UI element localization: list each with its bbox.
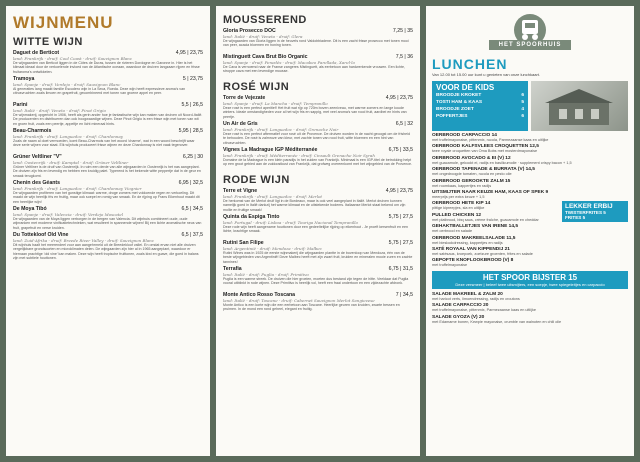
wine-description: De wijngaarden van de Moya liggen verborgen in de bergen van Valencia. Dit wijnhuis combineert oude, oude wijnranken met moderne vinificatietechnieken, wat resulteert in spannende wijnen! Bij een lichte aromatische neus van fruit, grapefruit en verse kruiden. (13, 217, 202, 230)
lunch-item-name: GEHAKTBALLETJES VAN IRENE 14,5 (432, 224, 519, 230)
kids-item-name: POFFERTJES (436, 114, 468, 119)
wine-price: 5,5 | 26,5 (181, 102, 203, 108)
wine-meta: land: Oostenrijk - druif: Kamptal - druif: Grüner Veltliner (13, 160, 129, 165)
wine-item (223, 292, 413, 316)
lunch-item-name: OERBROOD TAPENADE & BURRATA (V) 14,5 (432, 167, 535, 173)
wine-name: Rutini San Filipe (223, 240, 264, 246)
wine-meta: land: Frankrijk - druif: Languedoc - druif: Grenache Noir (223, 127, 339, 132)
wine-price: 4,95 | 23,75 (175, 50, 203, 56)
lunch-item (432, 179, 628, 188)
wine-name: Gloria Prosecco DOC (223, 28, 276, 34)
wine-description: Deze rode wijn heeft aangename houttonen door een gedeeltelijke rijping op eikenhout - Je proeft kersenfruit en een lichte, krachtige smaak. (223, 225, 409, 234)
wine-item (223, 214, 413, 238)
lunch-item-name: PULLED CHICKEN 12 (432, 212, 482, 218)
wine-description: De wijngaarden profiteren van het gunstige klimaat: warme, droge zomers met voldoende regen en verkoeling. Dit maakt de wijn heerlijk fris en fruitig, maar ook soepel en romig van smaak. En de rijping op Frans Eikenhout maakt dit een heerlijke wijn! (13, 191, 200, 204)
lunch-item-description: met truffelmayonaise, pittenmix, rucola, Parmezaanse kaas en uitlijke (432, 138, 549, 142)
lunch-items-c (432, 292, 628, 324)
logo (432, 12, 628, 50)
lunch-items-a (432, 133, 628, 199)
wine-name: Parini (13, 102, 28, 108)
wine-item (223, 95, 413, 119)
wine-description: Domaine de la Madrague is een klein paradijs in het zuiden van Frankrijk. Minimaal is een IGP-titel de betrokking helpt op een groot gebied aan de zuidoostkust van Frankrijk, dat grofweg overeenkomt met het wijngebied van de Provence. (223, 158, 412, 167)
wine-meta: land: Portugal - druif: Lisboa - druif: Touriga Nacional Tempranillo (223, 220, 358, 225)
lunch-item-name: OERBROOD CARPACCIO 14 (432, 133, 497, 138)
wine-menu-title: WIJNMENU (13, 13, 114, 32)
wine-meta: land: Italië - druif: Puglia - druif: Primitivo (223, 272, 309, 277)
wine-price: 6,5 | 32 (395, 121, 413, 127)
lunch-item-description: met truffelmayonaise (432, 263, 468, 268)
kids-item (436, 113, 524, 120)
lunch-item-description: met haricot verts, limoendressing, radijs en croutons (432, 296, 520, 301)
kids-item (436, 106, 524, 113)
lunch-item-description: met ongedroogde tomaten, rucola en pesto olie (432, 172, 512, 177)
wine-meta: land: Frankrijk - druif: Méditerranée - druif: Cinsault Grenache Noir Syrah (223, 153, 376, 158)
wine-menu-panel-left (6, 6, 210, 456)
wine-meta: land: Spanje - druif: Valencia - druif: Verdejo Moscatel (13, 212, 124, 217)
lunch-item (432, 144, 628, 153)
lunch-item-description: twee royale croquetten van Oma Bobs met mosterdmayonaise (432, 149, 538, 154)
special-box (432, 271, 628, 289)
kids-item-price: 6 (521, 93, 524, 98)
wine-price: 7,25 | 35 (392, 28, 413, 34)
lunch-item-name: OERBROOD MAKREELSALADE 11,5 (432, 235, 516, 241)
wine-price: 6,5 | 37,5 (181, 232, 203, 238)
wine-item (13, 206, 203, 230)
wine-description: De wijngaarden van Gloria liggen in de heuvels rond Valdobbiadene. Dit is een zacht frisse prosecco met tonen mooi van peer, acacia bloemen en honing tonen. (223, 39, 409, 48)
lunch-item-name: OERBROOD HETE KIP 14 (432, 201, 491, 207)
section-rose: ROSÉ WIJN (223, 81, 290, 93)
rose-wine-list (223, 95, 413, 171)
wine-price: 7,5 | 36 (395, 54, 413, 60)
wine-name: Tramoya (13, 76, 35, 82)
wine-name: Chenin des Géants (13, 180, 60, 186)
kids-item-price: 5 (521, 100, 524, 105)
wine-item (223, 240, 413, 264)
wine-item (223, 54, 413, 78)
lunch-item (432, 258, 628, 267)
kids-item-price: 4 (521, 107, 524, 112)
wine-name: Torre de Vejezate (223, 95, 266, 101)
wine-item (223, 147, 413, 171)
lunch-item-description: met satésaus, kroepoek, zoetzure groenten, frites en salade (432, 252, 533, 257)
wine-description: De wijnmakerij, opgericht in 1906, heeft als gerin ander hoe je fantastische wijn kan maken van druiven uit Noord-Italië. De producenten en distribueren dan ook hoogwaardige wijnen. Deze Pinot Grigio is een frisse wijn met tonen van wit en groen fruit, zoals een peertje, appeltje en licht mineraal hints. (13, 113, 203, 126)
kids-item (436, 99, 524, 106)
special-title: HET SPOOR BIJSTER 15 (482, 272, 578, 282)
kids-item-name: BROODJE KROKET (436, 93, 482, 98)
lunch-item-description: meerprijs per extra keuze + 1,5 (432, 195, 485, 200)
kids-title: VOOR DE KIDS (436, 83, 495, 92)
lunch-item-name: UITSMIJTER NAAR KEUZE HAM, KAAS OF SPEK 9 (432, 190, 549, 196)
wine-name: Grüner Veltliner "V" (13, 154, 62, 160)
lunch-item-name: SALADE MAKREEL & ZALM 20 (432, 291, 503, 297)
wine-meta: land: Frankrijk - druif: Languedoc - druif: Merlot (223, 194, 322, 199)
wine-price: 6,75 | 31,5 (388, 266, 413, 272)
lunch-item-name: OERBROOD AVOCADO & EI (V) 12 (432, 155, 511, 161)
wine-description: Monte Antico is een korte wijn die een eerbetoon aan Toscane. Heerlijke geuren van kruiden, zwarte bessen en pruimen. In de mond een rond geheel, elegant en fruitig. (223, 303, 400, 312)
lunch-items-b-wrap (432, 201, 628, 267)
wine-meta: land: Italië - druif: Veneto - druif: Glera (223, 34, 303, 39)
red-wine-list (223, 188, 413, 316)
wine-meta: land: Italië - druif: Veneto - druif: Pinot Grigio (13, 108, 106, 113)
lunch-item-description: met roomkaas, kappertjes en radijs (432, 183, 492, 188)
wine-item (13, 128, 203, 152)
lunch-item-name: OERBROOD KALFSVLEES CROQUETTEN 12,5 (432, 144, 539, 150)
lunch-item-description: met truffelmayonaise, pittenmix, Parmezaanse kaas en uitlijke (432, 308, 536, 313)
wine-price: 6,5 | 34,5 (181, 206, 203, 212)
section-red-wine: RODE WIJN (223, 174, 290, 186)
wine-description: De herkomst van de Merlot druif ligt in de Bordeaux, maar is ook veel aangeplant in Italië. Merlot druiven kunnen namelijk goed in Italië dankzij het warme klimaat en de uitstekende bodems. Italiaanse Merlot staat bekend om zijn mollie en fruitige smaak! (223, 199, 406, 212)
wine-item (223, 188, 413, 212)
wine-item (13, 180, 203, 204)
kids-item-name: TOSTI HAM & KAAS (436, 100, 483, 105)
lunch-title: LUNCHEN (432, 56, 508, 72)
wine-description: Deze rosé is een perfect aperitief! Het fruit wat rijp op 720m boven zeeniveau, met warme zomers en lange koude winters. Ideale omstandigheden voor al het wijn fris en sappig, met veel aroma's van rood fruit, aardbei en hints van peertje. (223, 106, 407, 119)
wine-meta: land: Spanje - druif: Penedès - druif: Macabeo Parellada, Xarel-lo (223, 60, 355, 65)
lunch-item-name: SALADE GYOZA (V) 20 (432, 314, 485, 320)
kids-item-name: BROODJE ZOET (436, 107, 474, 112)
wine-meta: land: Spanje - druif: La Mancha - druif: Tempranillo (223, 101, 328, 106)
lunch-item (432, 236, 628, 245)
wine-meta: land: Frankrijk - druif: Languedoc - druif: Chardonnay Viognier (13, 186, 142, 191)
wine-item (13, 102, 203, 126)
wine-item (223, 266, 413, 290)
wine-name: De Moya Tibó (13, 206, 47, 212)
lunch-item-description: met guacamole, gekookt ei, radijs en basilicumolie · supplement crispy bacon + 1,5 (432, 160, 572, 165)
lunch-item-description: met Edamame bonen, Kewpie mayonaise, crumble van walnoten en chili olie (432, 319, 562, 324)
wine-price: 5,95 | 28,5 (178, 128, 203, 134)
wine-price: 6,25 | 30 (182, 154, 203, 160)
kids-item (436, 92, 524, 99)
wine-meta: land: Argentinië - druif: Mendoza - druif: Malbec (223, 246, 322, 251)
wine-description: De wijngaarden van Berticot liggen in de Côtes de Duras, tussen de rivieren Dordogne en Garonne in. Hier is het klimaat ideaal door de verkoelende invloed van de Atlantische oceaan, waardoor de druiven langzaam rijpen en frisse fruitaroma's ontwikkelen. (13, 61, 200, 74)
lunch-item (432, 247, 628, 256)
wine-name: Beau-Charmois (13, 128, 52, 134)
wine-price: 7 | 34,5 (395, 292, 413, 298)
lunch-item-description: pittige kipreepjes, sla en uitlijke (432, 206, 485, 211)
lunch-item (432, 167, 628, 176)
wine-description: Zoals de naam al doet vermoeden, komt Beau-Charmois van het woord 'charme', wat in een woord beschrijft waar deze serie wijnen voor staat. Elk wijnhuis produceert frisse wijnen en deze Chardonnay is niet vaak tegenover. (13, 139, 195, 148)
lunch-item (432, 224, 628, 233)
section-sparkling: MOUSSEREND (223, 14, 307, 26)
wine-name: Quinta da Espiga Tinto (223, 214, 280, 220)
lunch-item-description: met platbrood, bbq saus, crème fraîche, guacamole en cheddar (432, 217, 539, 222)
wine-description: Rutini Wines was in 1925 de eerste wijnmakerij die wijngaarden plantte in de bovenloop van Mendoza, één van de beste wijngebieden van Argentinië! Deze Malbec heeft met zijn zwart fruit, kruiden en mineralen mooie zuren en zachte tannines! (223, 251, 413, 264)
wine-name: Vignes La Madrague IGP Méditerranée (223, 147, 318, 153)
white-wine-list (13, 50, 203, 261)
wine-description: De Cava is vernoemd naar de Franse zangeres Mistinguett, als eerbetoon aan hardwerkende vrouwen. Een lichte, stroppe cava met een levendige mousse. (223, 65, 405, 74)
lunch-item (432, 292, 628, 301)
extras-box (562, 201, 628, 222)
wine-item (223, 28, 413, 52)
extras-item: FRITES 5 (565, 215, 586, 221)
wine-price: 4,95 | 23,75 (385, 188, 413, 194)
wine-price: 5,75 | 27,5 (388, 214, 413, 220)
wine-price: 5 | 23,75 (182, 76, 203, 82)
kids-list (436, 92, 524, 120)
wine-price: 4,95 | 23,75 (385, 95, 413, 101)
lunch-item-name: SATÉ ROYAAL VAN KIPPENDIJ 21 (432, 247, 510, 253)
lunch-item (432, 156, 628, 165)
wine-name: Terre et Vigne (223, 188, 258, 194)
kids-block (432, 81, 628, 131)
wine-meta: land: Spanje - druif: Verdejo - druif: Sauvignon Blanc (13, 82, 121, 87)
lunch-item-description: met bieslookdressing, kappertjes en radijs (432, 240, 503, 245)
wine-description: Grüner Veltliner is de druif van Oostenrijk. In ruim een derde van alle wijngaarden in Oostenrijk is het nas aangeplant. De druiven zijn fris en levendig en hebben een kruidig palet. Typerend is het bekende witte peppertje dat in de geur en smaak terugkomt. (13, 165, 201, 178)
lunch-item (432, 133, 628, 142)
station-photo (531, 81, 628, 131)
sparkling-wine-list (223, 28, 413, 78)
wine-meta: land: Italië - druif: Toscane - druif: Cabernet Sauvignon Merlot Sangiovese (223, 298, 375, 303)
lunch-item-description: met oerbrood en salade (432, 229, 473, 234)
station-building-icon (541, 87, 621, 127)
lunch-item (432, 303, 628, 312)
lunch-subtitle: Van 12.00 tot 15.00 uur kunt u genieten van onze lunchkaart. (432, 72, 541, 77)
wine-meta: land: Frankrijk - druif: Cool Coast - druif: Sauvignon Blanc (13, 56, 132, 61)
extras-item: TWISTERFRITES 5 (565, 210, 606, 216)
wine-meta: land: Zuid-Afrika - druif: Breede River Valley - druif: Sauvignon Blanc (13, 238, 154, 243)
wine-name: Un Air de Gris (223, 121, 258, 127)
lunch-item-name: OERBROOD GEROOKTE ZALM 15 (432, 178, 511, 184)
extras-title: LEKKER ERBIJ (565, 203, 613, 211)
wine-description: Deze rosé is een perfect aftermatief voor rosé uit de Provence. De druiven worden in de nacht geoogst om de frisheid te behouden. De rosé is zalmroze van kleur, met zachte tonen van rood fruit, witte bloemen en een hint van citrusvruchten. (223, 132, 410, 145)
wine-item (13, 232, 203, 261)
lunch-item-name: SALADE CARPACCIO 20 (432, 303, 489, 309)
wine-name: Du Tottekloof Old Vine (13, 232, 69, 238)
wine-description: Al generaties lang maakt familie Escudero wijn in La Seca, Rueda. Deze wijn heeft expressieve aroma's van citrusvruchten zoals limoen en grapefruit, gecombineerd met tonen van groene appel en peer. (13, 87, 186, 96)
wine-price: 5,75 | 27,5 (388, 240, 413, 246)
wine-item (13, 50, 203, 74)
lunch-item-name: GEPOFTE KNOFLOOKBROOD (V) 8 (432, 258, 514, 264)
wine-name: Monte Antico Rosso Toscana (223, 292, 296, 298)
wine-menu-panel-middle (216, 6, 420, 456)
lunch-item (432, 315, 628, 324)
wine-price: 6,75 | 33,5 (388, 147, 413, 153)
kids-item-price: 6 (521, 114, 524, 119)
wine-name: Terrafia (223, 266, 242, 272)
wine-meta: land: Frankrijk - druif: Languedoc - druif: Chardonnay (13, 134, 124, 139)
kids-menu-box (432, 81, 528, 131)
special-subtitle: Deze versmeer | beleef twee uitsmijters, een soepje, twee spiegeleitjes en carpaccio (455, 281, 605, 287)
lunch-menu-panel (426, 6, 634, 456)
wine-price: 6,95 | 32,5 (178, 180, 203, 186)
wine-description: Puglia is een warme streek. De druiven die hier groeien, moeten dus bestand zijn tegen de hitte. Veeldaar dat Puglia vooral uitblinkt in rode wijnen. Deze Primitivo is heerlijk vol, heeft een fraai ondertoon en een zijdezachte afdronk. (223, 277, 409, 286)
wine-description: Dit wijnhuis haalt het meerendeel voor aan aangehrmeld uit de Breedekloof vallei. En omdat ervan niet alle druiven vergelijkbare grondsoorten en microklimaten delen. De wijngaarden zijn hier al in 1965 aangeplant, waardoor er hiernaan prachtige 'old vine' kan maken. Deze wijn heeft tropische fruittonen, zoals kiwi en guave, die goed in balans zijn met subtiele houttonen. (13, 243, 199, 261)
wine-item (13, 76, 203, 100)
wine-item (223, 121, 413, 145)
wine-name: Mistinguett Cava Brut Bio Organic (223, 54, 308, 60)
wine-item (13, 154, 203, 178)
section-white-wine: WITTE WIJN (13, 36, 83, 48)
logo-text: HET SPOORHUIS (489, 40, 572, 50)
wine-name: Daguet de Berticot (13, 50, 60, 56)
lunch-item (432, 190, 628, 199)
